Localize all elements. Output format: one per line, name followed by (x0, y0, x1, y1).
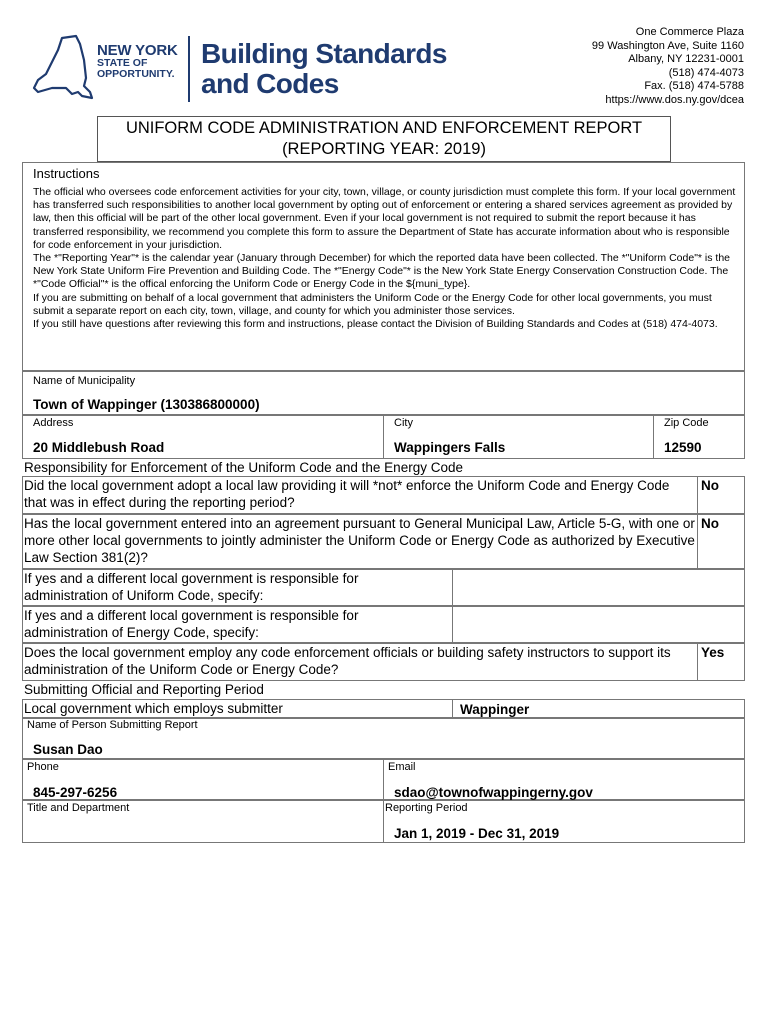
new-york-state-map-logo (32, 34, 94, 106)
zip-value[interactable]: 12590 (664, 440, 702, 455)
address-line: 99 Washington Ave, Suite 1160 (591, 39, 744, 52)
question-shared-agreement: Has the local government entered into an agreement pursuant to General Municipal Law, Article 5-G, with one or more other local governments to jointly administer the Uniform Code or Energy Code as authorized by Executive Law Section 381(2)? (24, 516, 695, 565)
responsibility-heading: Responsibility for Enforcement of the Uniform Code and the Energy Code (24, 460, 463, 475)
email-value[interactable]: sdao@townofwappingerny.gov (394, 785, 593, 800)
logo-divider (188, 36, 190, 102)
reporting-period-value[interactable]: Jan 1, 2019 - Dec 31, 2019 (394, 826, 560, 841)
address-value[interactable]: 20 Middlebush Road (33, 440, 165, 455)
divider (383, 415, 384, 459)
logo-building-standards-text: Building Standards (201, 38, 447, 69)
phone-value[interactable]: 845-297-6256 (33, 785, 118, 800)
city-value[interactable]: Wappingers Falls (394, 440, 506, 455)
address-line: Albany, NY 12231-0001 (628, 53, 744, 66)
submitter-name-label: Name of Person Submitting Report (27, 719, 198, 731)
report-title-line2: (REPORTING YEAR: 2019) (282, 140, 486, 158)
report-title-line1: UNIFORM CODE ADMINISTRATION AND ENFORCEMENT REPORT (125, 119, 643, 137)
instructions-paragraph: If you still have questions after reviewing this form and instructions, please contact the Division of Building Standards and Codes at (518) 474-4073. (33, 318, 718, 331)
title-department-label: Title and Department (27, 802, 130, 814)
report-title (97, 116, 671, 162)
submitter-name-value[interactable]: Susan Dao (33, 742, 103, 757)
fax-line: Fax. (518) 474-5788 (644, 80, 744, 93)
title-period-row (22, 800, 745, 843)
instructions-heading: Instructions (33, 166, 100, 181)
municipality-label: Name of Municipality (33, 375, 136, 387)
logo-new-york-text: NEW YORK (97, 42, 178, 59)
question-energy-code-admin: If yes and a different local government is responsible for administration of Energy Code, specify: (24, 608, 359, 640)
logo-and-codes-text: and Codes (201, 68, 339, 99)
phone-label: Phone (27, 761, 59, 773)
logo-opportunity-text: OPPORTUNITY. (97, 68, 175, 80)
zip-label: Zip Code (664, 417, 709, 429)
question-uniform-code-admin: If yes and a different local government is responsible for administration of Uniform Code, specify: (24, 571, 359, 603)
divider (697, 643, 698, 681)
employer-label: Local government which employs submitter (24, 701, 283, 716)
email-label: Email (388, 761, 416, 773)
website-link[interactable]: https://www.dos.ny.gov/dcea (605, 93, 744, 106)
question-employ-officials: Does the local government employ any code enforcement officials or building safety instructors to support its administration of the Uniform Code or Energy Code? (24, 645, 671, 677)
reporting-period-label: Reporting Period (385, 802, 468, 814)
divider (697, 476, 698, 514)
instructions-paragraph: The official who oversees code enforcement activities for your city, town, village, or county jurisdiction must complete this form. If your local government has transferred such responsibilities to another local government by opting out of enforcement or entering a shared services agreement as provided by law, then this official will be part of the other local government. Even if your local government is not required to submit the report because it has transferred responsibility, we recommend you complete this form to assure the Department of State has accurate information about who is responsible for code enforcement in your jurisdiction. (33, 186, 736, 251)
address-label: Address (33, 417, 74, 429)
phone-line: (518) 474-4073 (668, 66, 744, 79)
answer-shared-agreement[interactable]: No (701, 516, 719, 531)
city-label: City (394, 417, 413, 429)
answer-local-law[interactable]: No (701, 478, 719, 493)
address-line: One Commerce Plaza (635, 26, 744, 38)
question-local-law: Did the local government adopt a local law providing it will *not* enforce the Uniform Code and Energy Code that was in effect during the reporting period? (24, 478, 670, 510)
agency-address (592, 26, 744, 108)
instructions-paragraph: The *"Reporting Year"* is the calendar year (January through December) for which the reported data have been collected. The *"Uniform Code"* is the New York State Uniform Fire Prevention and Building Code. The *"Energy Code"* is the New York State Energy Conservation Construction Code. The *"Code Official"* is the offical enforcing the Uniform Code or Energy Code in the ${muni_type}. (33, 252, 731, 291)
divider (653, 415, 654, 459)
submitting-heading: Submitting Official and Reporting Period (24, 682, 264, 697)
answer-employ-officials[interactable]: Yes (701, 645, 725, 660)
logo-state-of-text: STATE OF (97, 57, 148, 69)
municipality-value[interactable]: Town of Wappinger (130386800000) (33, 397, 260, 412)
instructions-body (33, 186, 739, 331)
instructions-paragraph: If you are submitting on behalf of a local government that administers the Uniform Code or the Energy Code for other local governments, you must submit a separate report on each city, town, village, and county for which you administer those services. (33, 291, 712, 317)
divider (452, 699, 453, 718)
employer-value[interactable]: Wappinger (460, 702, 530, 717)
